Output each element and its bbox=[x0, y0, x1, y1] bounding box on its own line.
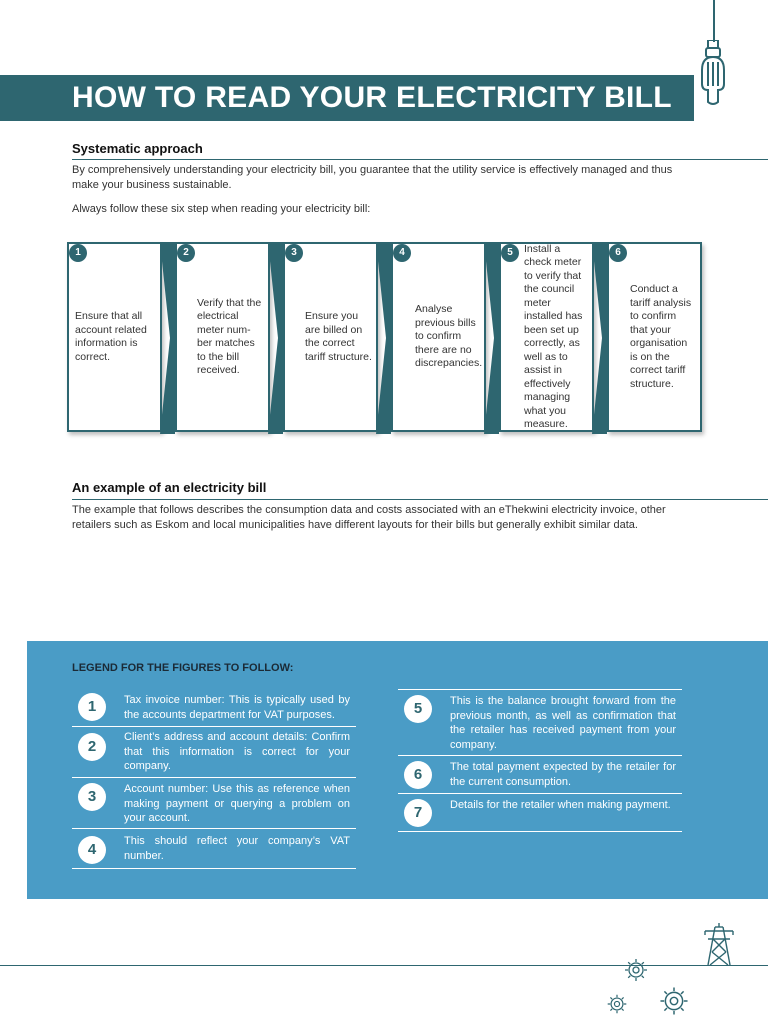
legend-number: 7 bbox=[404, 799, 432, 827]
power-pylon-icon bbox=[702, 922, 736, 966]
legend-number: 1 bbox=[78, 693, 106, 721]
legend-number: 4 bbox=[78, 836, 106, 864]
page-title: HOW TO READ YOUR ELECTRICITY BILL bbox=[72, 81, 672, 114]
systematic-intro: By comprehensively understanding your electricity bill, you guarantee that the utility service is effectively managed and thus make your business sustainable. bbox=[72, 164, 673, 191]
step-number: 5 bbox=[501, 244, 519, 262]
step-number: 6 bbox=[609, 244, 627, 262]
legend-item-3 bbox=[72, 778, 356, 829]
legend-number: 2 bbox=[78, 733, 106, 761]
legend-text: Account number: Use this as reference when making payment or querying a problem on your account. bbox=[124, 783, 350, 824]
footer-rule bbox=[0, 965, 768, 966]
example-text: The example that follows describes the consumption data and costs associated with an eThekwini electricity invoice, other retailers such as Eskom and local municipalities have different layouts for their bills but generally exhibit similar data. bbox=[72, 504, 666, 531]
step-number: 3 bbox=[285, 244, 303, 262]
step-arrow-3 bbox=[376, 242, 391, 434]
legend-item-4 bbox=[72, 829, 356, 869]
steps-intro: Always follow these six step when reading your electricity bill: bbox=[72, 203, 371, 215]
step-arrows bbox=[0, 240, 768, 436]
gear-icon bbox=[658, 985, 690, 1017]
legend-text: This should reflect your company’s VAT number. bbox=[124, 835, 350, 862]
legend-item-5 bbox=[398, 689, 682, 756]
step-arrow-2 bbox=[268, 242, 283, 434]
legend-text: This is the balance brought forward from the previous month, as well as confirmation that the retailer has received payment from your company. bbox=[450, 695, 676, 751]
legend-item-6 bbox=[398, 756, 682, 794]
gear-icon bbox=[623, 957, 649, 983]
legend-number: 3 bbox=[78, 783, 106, 811]
systematic-approach-heading: Systematic approach bbox=[72, 141, 203, 156]
legend-number: 6 bbox=[404, 761, 432, 789]
step-arrow-4 bbox=[484, 242, 499, 434]
bulb-wire bbox=[713, 0, 715, 42]
step-number: 1 bbox=[69, 244, 87, 262]
step-arrow-1 bbox=[160, 242, 175, 434]
gear-icon bbox=[606, 993, 628, 1015]
step-text: Conduct a tariff analysis to confirm that your organisation is on the correct tariff structure. bbox=[630, 283, 692, 390]
heading-rule bbox=[72, 499, 768, 500]
step-text: Verify that the electrical meter num-ber matches to the bill received. bbox=[197, 296, 262, 376]
legend-text: Details for the retailer when making payment. bbox=[450, 799, 671, 811]
step-text: Ensure you are billed on the correct tariff structure. bbox=[305, 310, 372, 363]
heading-rule bbox=[72, 159, 768, 160]
legend-item-1 bbox=[72, 686, 356, 727]
step-text: Install a check meter to verify that the council meter installed has been set up correctly, as well as to assist in effectively managing what you measure. bbox=[524, 242, 583, 430]
legend-text: Tax invoice number: This is typically used by the accounts department for VAT purposes. bbox=[124, 694, 350, 721]
step-text: Analyse previous bills to confirm there are no discrepancies. bbox=[415, 303, 483, 370]
step-number: 4 bbox=[393, 244, 411, 262]
legend-text: The total payment expected by the retailer for the current consumption. bbox=[450, 761, 676, 788]
legend-number: 5 bbox=[404, 695, 432, 723]
legend-text: Client’s address and account details: Confirm that this information is correct for your company. bbox=[124, 731, 350, 772]
step-text: Ensure that all account related information is correct. bbox=[75, 310, 147, 363]
legend-heading: LEGEND FOR THE FIGURES TO FOLLOW: bbox=[72, 662, 294, 674]
light-bulb-icon bbox=[697, 40, 729, 108]
legend-item-2 bbox=[72, 727, 356, 778]
step-arrow-5 bbox=[592, 242, 607, 434]
step-number: 2 bbox=[177, 244, 195, 262]
example-heading: An example of an electricity bill bbox=[72, 480, 267, 495]
legend-item-7 bbox=[398, 794, 682, 832]
